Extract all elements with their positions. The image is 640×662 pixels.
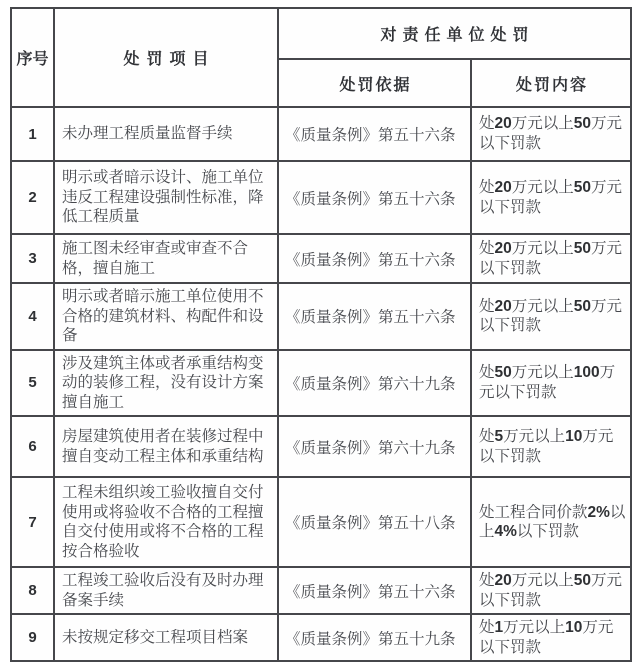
row-content: 处20万元以上50万元以下罚款 bbox=[471, 107, 631, 161]
row-serial: 8 bbox=[11, 567, 54, 614]
row-content: 处5万元以上10万元以下罚款 bbox=[471, 416, 631, 477]
row-serial: 4 bbox=[11, 283, 54, 350]
row-item: 明示或者暗示施工单位使用不合格的建筑材料、构配件和设备 bbox=[54, 283, 278, 350]
row-serial: 1 bbox=[11, 107, 54, 161]
row-item: 工程未组织竣工验收擅自交付使用或将验收不合格的工程擅自交付使用或将不合格的工程按合格验收 bbox=[54, 477, 278, 567]
row-item: 工程竣工验收后没有及时办理备案手续 bbox=[54, 567, 278, 614]
row-item: 房屋建筑使用者在装修过程中擅自变动工程主体和承重结构 bbox=[54, 416, 278, 477]
table-row bbox=[11, 567, 631, 614]
row-serial: 2 bbox=[11, 161, 54, 234]
table-row bbox=[11, 107, 631, 161]
header-serial: 序号 bbox=[11, 8, 54, 107]
table-header bbox=[11, 8, 631, 107]
row-item: 未办理工程质量监督手续 bbox=[54, 107, 278, 161]
row-basis: 《质量条例》第六十九条 bbox=[278, 350, 471, 417]
row-item: 施工图未经审查或审查不合格，擅自施工 bbox=[54, 234, 278, 283]
row-basis: 《质量条例》第五十六条 bbox=[278, 234, 471, 283]
table-row bbox=[11, 161, 631, 234]
row-item: 未按规定移交工程项目档案 bbox=[54, 614, 278, 661]
row-serial: 7 bbox=[11, 477, 54, 567]
row-content: 处20万元以上50万元以下罚款 bbox=[471, 234, 631, 283]
row-serial: 6 bbox=[11, 416, 54, 477]
row-basis: 《质量条例》第五十八条 bbox=[278, 477, 471, 567]
row-content: 处20万元以上50万元以下罚款 bbox=[471, 161, 631, 234]
row-serial: 3 bbox=[11, 234, 54, 283]
row-content: 处1万元以上10万元以下罚款 bbox=[471, 614, 631, 661]
table-row bbox=[11, 614, 631, 661]
row-basis: 《质量条例》第五十六条 bbox=[278, 161, 471, 234]
row-content: 处20万元以上50万元以下罚款 bbox=[471, 283, 631, 350]
table-body bbox=[11, 107, 631, 661]
header-basis: 处罚依据 bbox=[278, 59, 471, 107]
row-content: 处50万元以上100万元以下罚款 bbox=[471, 350, 631, 417]
row-serial: 9 bbox=[11, 614, 54, 661]
row-basis: 《质量条例》第五十六条 bbox=[278, 107, 471, 161]
row-item: 明示或者暗示设计、施工单位违反工程建设强制性标准，降低工程质量 bbox=[54, 161, 278, 234]
table-row bbox=[11, 283, 631, 350]
row-serial: 5 bbox=[11, 350, 54, 417]
row-basis: 《质量条例》第六十九条 bbox=[278, 416, 471, 477]
row-basis: 《质量条例》第五十九条 bbox=[278, 614, 471, 661]
table-row bbox=[11, 234, 631, 283]
penalty-table bbox=[10, 7, 632, 662]
header-item: 处罚项目 bbox=[54, 8, 278, 107]
row-basis: 《质量条例》第五十六条 bbox=[278, 283, 471, 350]
table-row bbox=[11, 477, 631, 567]
row-item: 涉及建筑主体或者承重结构变动的装修工程，没有设计方案擅自施工 bbox=[54, 350, 278, 417]
header-group: 对责任单位处罚 bbox=[278, 8, 631, 59]
row-content: 处20万元以上50万元以下罚款 bbox=[471, 567, 631, 614]
header-content: 处罚内容 bbox=[471, 59, 631, 107]
table-row bbox=[11, 350, 631, 417]
row-basis: 《质量条例》第五十六条 bbox=[278, 567, 471, 614]
table-row bbox=[11, 416, 631, 477]
row-content: 处工程合同价款2%以上4%以下罚款 bbox=[471, 477, 631, 567]
